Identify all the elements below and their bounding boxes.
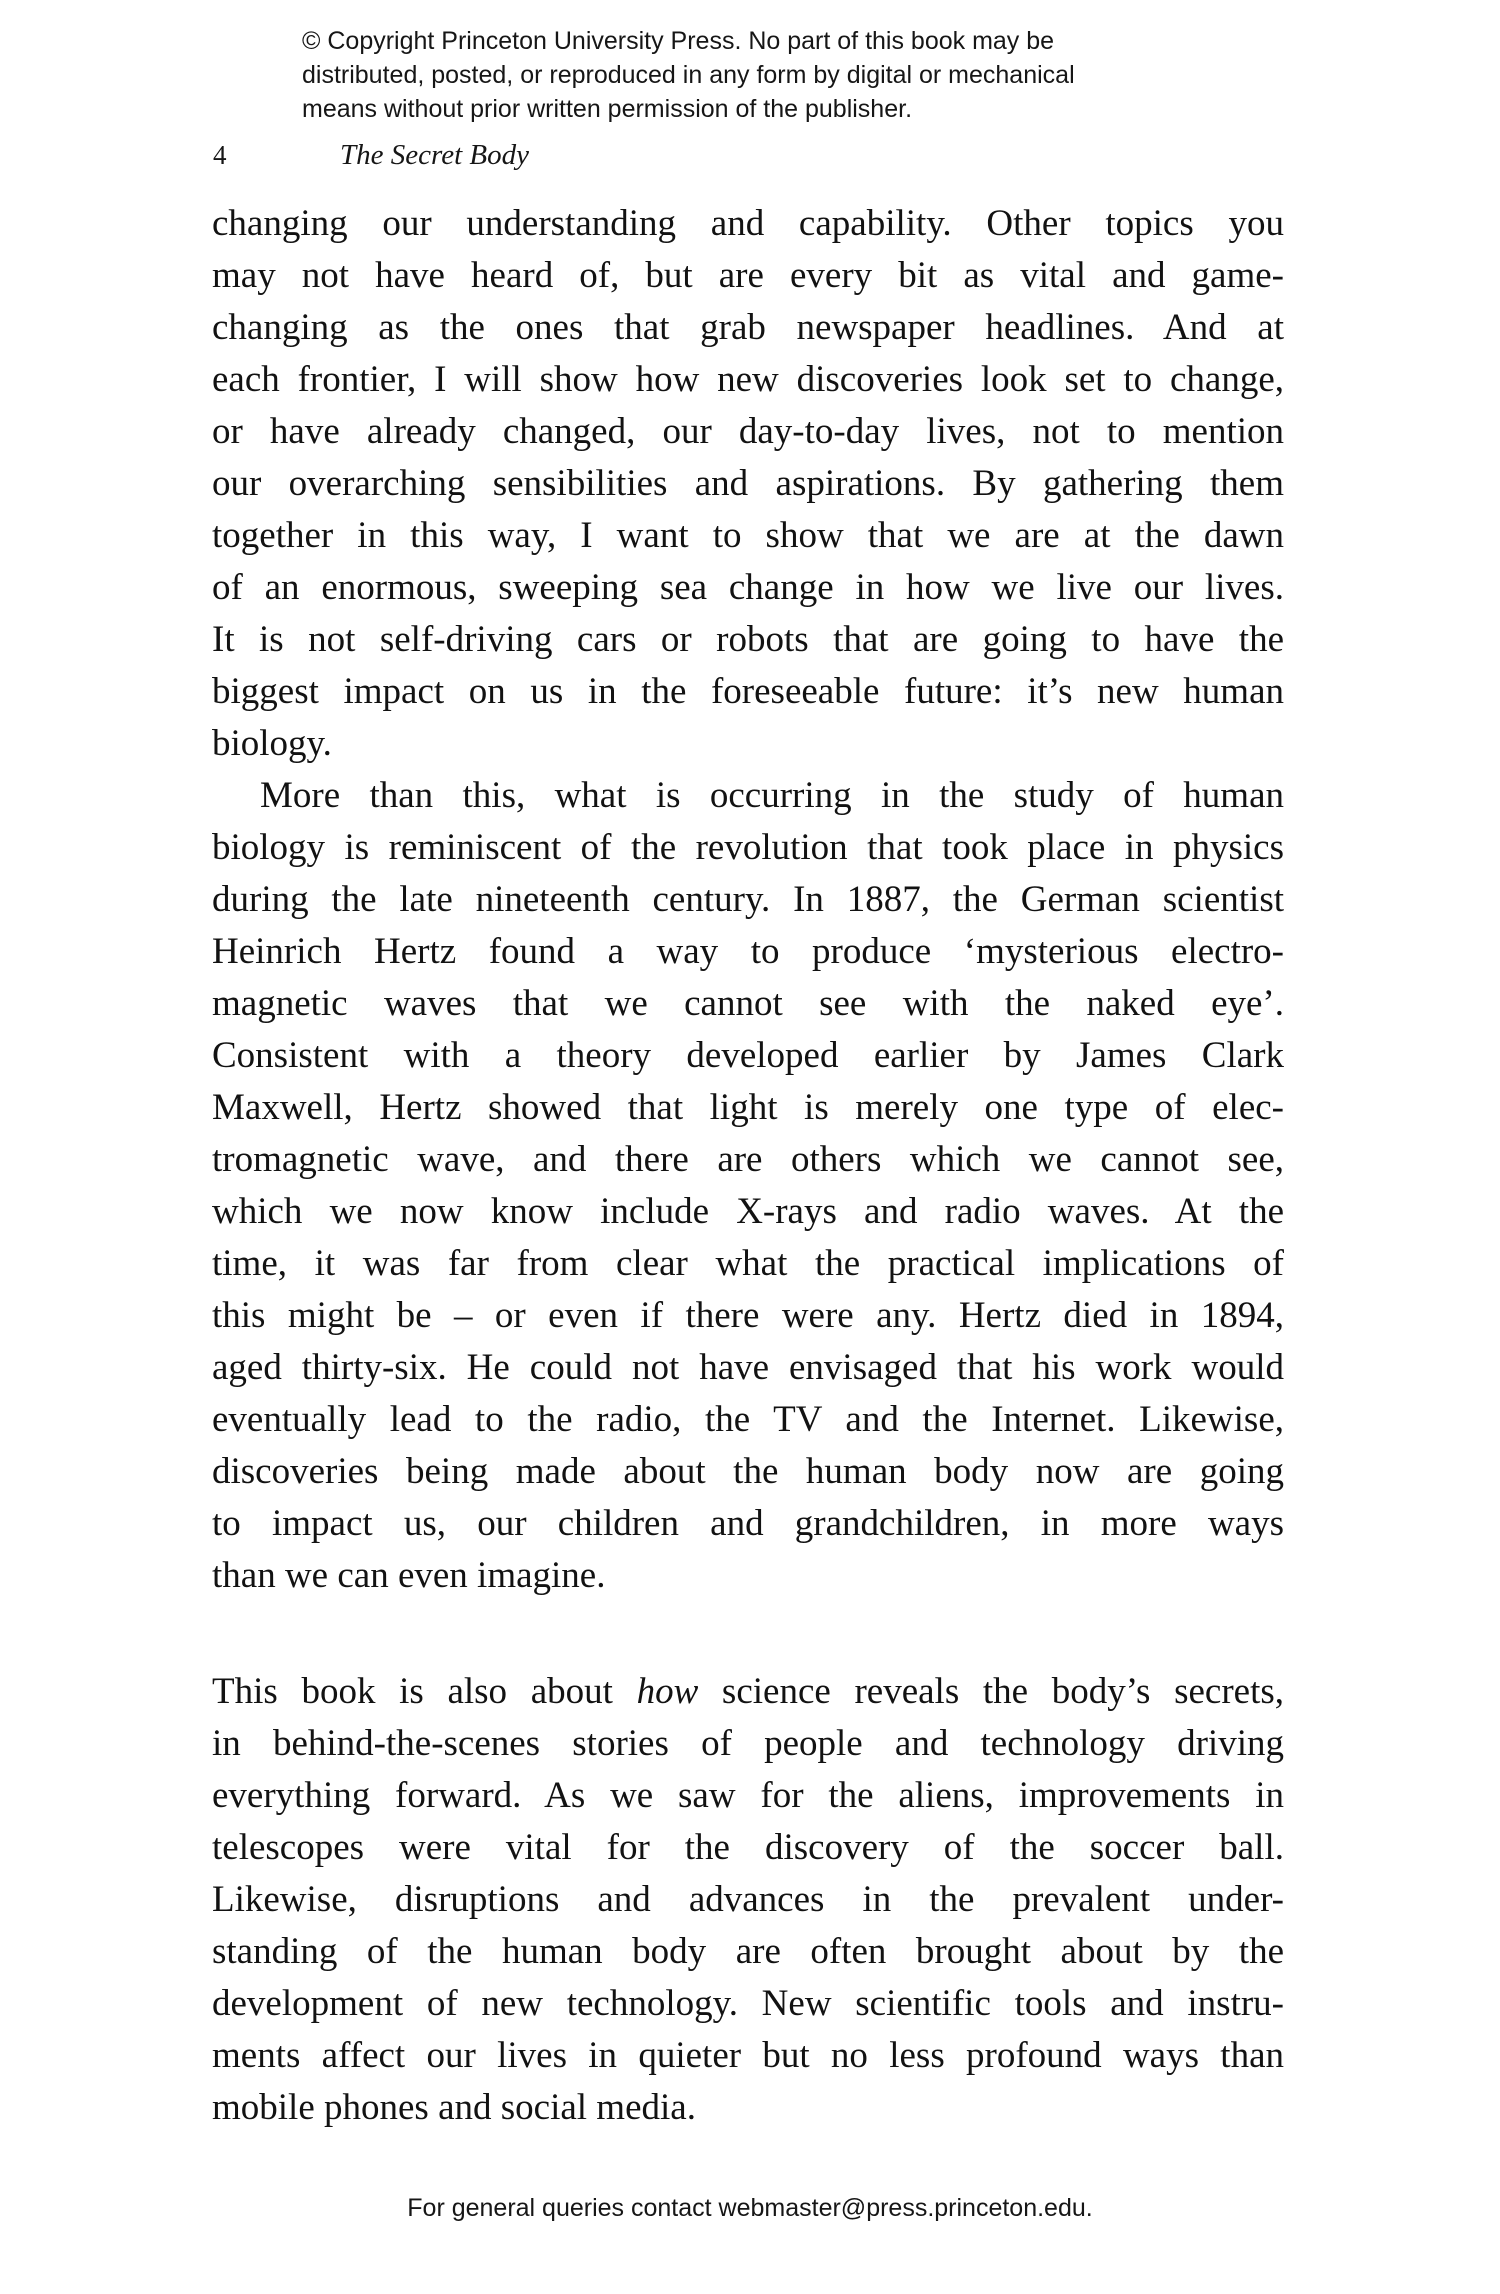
body-line: Maxwell, Hertz showed that light is merely one type of elec- [212, 1087, 1284, 1128]
body-line: magnetic waves that we cannot see with the naked eye’. [212, 983, 1284, 1024]
body-line: of an enormous, sweeping sea change in how we live our lives. [212, 567, 1284, 608]
body-line: each frontier, I will show how new discoveries look set to change, [212, 359, 1284, 400]
paragraph [212, 770, 1284, 1602]
body-line: biology is reminiscent of the revolution that took place in physics [212, 827, 1284, 868]
body-line: Heinrich Hertz found a way to produce ‘mysterious electro- [212, 931, 1284, 972]
body-line: which we now know include X-rays and radio waves. At the [212, 1191, 1284, 1232]
body-line: or have already changed, our day-to-day lives, not to mention [212, 411, 1284, 452]
body-line: together in this way, I want to show that we are at the dawn [212, 515, 1284, 556]
body-line: telescopes were vital for the discovery of the soccer ball. [212, 1827, 1284, 1868]
body-line: This book is also about how science reveals the body’s secrets, [212, 1671, 1285, 1712]
footer-queries-text: For general queries contact webmaster@press.princeton.edu. [407, 2194, 1093, 2222]
copyright-notice [302, 24, 1075, 126]
body-line: in behind-the-scenes stories of people and technology driving [212, 1723, 1284, 1764]
body-line: changing our understanding and capability. Other topics you [212, 203, 1284, 244]
body-line: aged thirty-six. He could not have envisaged that his work would [212, 1347, 1284, 1388]
body-line: standing of the human body are often brought about by the [212, 1931, 1284, 1972]
body-line: tromagnetic wave, and there are others which we cannot see, [212, 1139, 1284, 1180]
page-number: 4 [213, 140, 227, 170]
body-line: may not have heard of, but are every bit as vital and game- [212, 255, 1284, 296]
body-line: ments affect our lives in quieter but no less profound ways than [212, 2035, 1284, 2076]
body-line: discoveries being made about the human body now are going [212, 1451, 1284, 1492]
paragraph [212, 1666, 1284, 2134]
body-line: It is not self-driving cars or robots that are going to have the [212, 619, 1284, 660]
copyright-line: distributed, posted, or reproduced in any form by digital or mechanical [302, 61, 1075, 89]
copyright-line: © Copyright Princeton University Press. No part of this book may be [302, 27, 1055, 55]
body-text [212, 198, 1284, 2134]
body-line: than we can even imagine. [212, 1555, 606, 1596]
body-line: during the late nineteenth century. In 1887, the German scientist [212, 879, 1284, 920]
body-line: our overarching sensibilities and aspirations. By gathering them [212, 463, 1284, 504]
body-line: mobile phones and social media. [212, 2087, 696, 2128]
copyright-line: means without prior written permission of the publisher. [302, 95, 913, 123]
running-head [0, 140, 1500, 174]
running-title: The Secret Body [340, 139, 529, 171]
body-line: biology. [212, 723, 332, 764]
body-line: Consistent with a theory developed earlier by James Clark [212, 1035, 1284, 1076]
body-line: biggest impact on us in the foreseeable future: it’s new human [212, 671, 1284, 712]
body-line: eventually lead to the radio, the TV and the Internet. Likewise, [212, 1399, 1284, 1440]
body-line: Likewise, disruptions and advances in the prevalent under- [212, 1879, 1284, 1920]
body-line: this might be – or even if there were any. Hertz died in 1894, [212, 1295, 1284, 1336]
body-line: changing as the ones that grab newspaper headlines. And at [212, 307, 1284, 348]
body-line: More than this, what is occurring in the study of human [260, 775, 1284, 816]
body-line: development of new technology. New scientific tools and instru- [212, 1983, 1284, 2024]
body-line: everything forward. As we saw for the aliens, improvements in [212, 1775, 1284, 1816]
paragraph [212, 198, 1284, 770]
body-line: to impact us, our children and grandchildren, in more ways [212, 1503, 1284, 1544]
body-line: time, it was far from clear what the practical implications of [212, 1243, 1284, 1284]
